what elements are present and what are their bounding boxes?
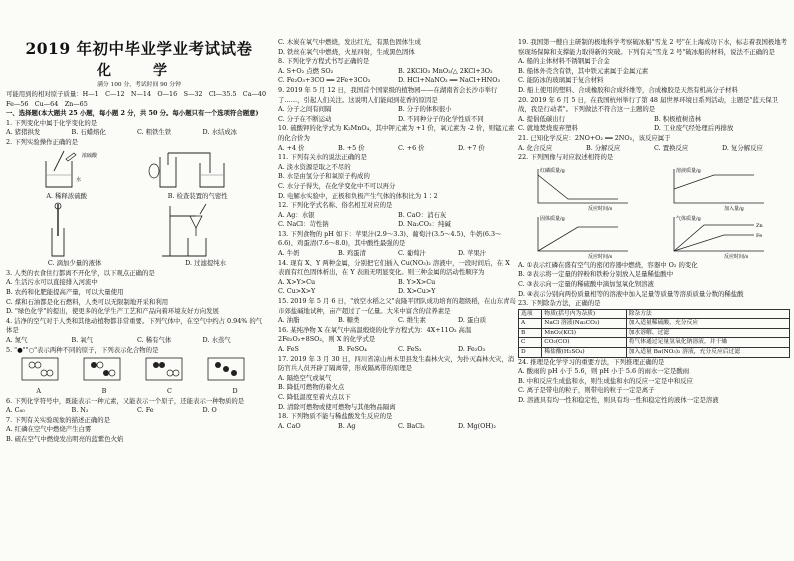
section-1-heading: 一、选择题(本大题共 25 小题，每小题 2 分，共 50 分。每小题只有一个选项符合题意) — [6, 109, 259, 118]
question-2-captions-top — [6, 192, 268, 202]
exam-subject: 化 学 — [97, 63, 181, 79]
fe-label: Fe — [756, 232, 763, 239]
option: A. 油脂 — [278, 316, 300, 325]
option: B. 分解反应 — [586, 143, 621, 152]
question-23: 23. 下列除杂方法，正确的是 — [518, 299, 601, 308]
graph-2-ylabel: 溶液质量/g — [676, 167, 701, 174]
option: B. 积极植树造林 — [654, 114, 702, 123]
question-11: 11. 下列有关水的说法正确的是 — [278, 153, 367, 162]
option: A. 提倡低碳出行 — [518, 114, 566, 123]
option: D. 蛋白质 — [458, 316, 487, 325]
question-24: 24. 推理是化学学习的重要方法，下列推理正确的是 — [518, 357, 665, 366]
option: A. 分子之间有间隔 — [278, 105, 332, 114]
option: A — [36, 387, 41, 396]
option: A. Ag：水银 — [278, 210, 315, 219]
option: D. Na₂CO₃：纯碱 — [398, 220, 451, 229]
option: D. 苹果汁 — [458, 249, 487, 258]
option: D. 水蒸气 — [202, 335, 231, 344]
question-20-options — [518, 115, 790, 134]
question-18: 18. 下列物质不能与稀盐酸发生反应的是 — [278, 412, 393, 421]
question-5-captions — [6, 387, 268, 397]
question-10: 10. 硫酸钾的化学式为 K₂MnO₄，其中钾元素为 +1 价，氧元素为 -2 价，则锰元素的化合价为 — [278, 124, 515, 142]
question-12-options — [278, 211, 518, 230]
option: D. Fe₂O₃ — [458, 345, 486, 353]
table-cell: C — [519, 338, 542, 348]
water-label: 水 — [76, 176, 82, 183]
exam-meta: 满分 100 分，考试时间 90 分钟 — [97, 82, 181, 88]
option: D. ④表示分别向两份质量相等的溶液中加入足量等质量等溶质质量分数的稀盐酸 — [518, 289, 744, 298]
option: A. 氮气 — [6, 335, 28, 344]
option: B. 氧气 — [71, 335, 94, 344]
option: B. ②表示将一定量的锌粉和铁粉分别放入足量稀盐酸中 — [518, 270, 674, 279]
option: D. "绿色化学"的提出，使更多的化学生产工艺和产品向着环境友好方向发展 — [6, 307, 219, 316]
option: D. Mg(OH)₂ — [458, 421, 496, 430]
question-9-options — [278, 105, 518, 124]
option: C — [166, 387, 172, 396]
question-1-options — [6, 128, 268, 138]
option: B. FeSO₄ — [338, 345, 367, 353]
option: B. Ag — [338, 421, 356, 430]
question-2-figures-top — [6, 149, 268, 191]
graph-2 — [654, 165, 784, 211]
option: D. 清除可燃物或使可燃物与其他物品隔离 — [278, 402, 396, 411]
option: B. 中和反应生成盐和水，则生成盐和水的反应一定是中和反应 — [518, 376, 693, 385]
table-cell: MnO₂(KCl) — [542, 328, 626, 338]
column-2 — [278, 38, 518, 431]
question-12: 12. 下列化学式名称、俗名相互对应的是 — [278, 201, 393, 210]
question-2: 2. 下列实验操作正确的是 — [6, 137, 79, 146]
option: A. C₆₀ — [6, 406, 25, 415]
table-cell: 将气体通过足量氢氧化钠溶液，并干燥 — [626, 338, 789, 348]
option: C. 能防冰的玻璃属于复合材料 — [518, 76, 604, 85]
option: D. 水结成冰 — [202, 128, 238, 137]
table-header-row — [519, 309, 790, 319]
atomic-masses: 可能用到的相对原子质量：H—1 C—12 N—14 O—16 S—32 Cl—35.5 Ca—40 Fe—56 Cu—64 Zn—65 — [6, 90, 273, 108]
option: C. BaCl₂ — [398, 421, 425, 430]
option: D. 船上使用的塑料、合成橡胶和合成纤维等，合成橡胶是天然有机高分子材料 — [518, 85, 738, 94]
question-17: 17. 2019 年 3 月 30 日，四川省凉山州木里县发生森林火灾，为扑灭森林火灾，消防官兵人员开辟了隔离带，形成隔离带的原理是 — [278, 354, 515, 373]
option: C. 稀有气体 — [137, 335, 172, 344]
option: A. +4 价 — [278, 143, 305, 152]
option: D. HCl+NaNO₃ ══ NaCl+HNO₃ — [398, 76, 501, 85]
option: C. ③表示向一定量的稀硫酸中滴加氢氧化钡溶液 — [518, 279, 654, 288]
option: C. 木炭在氧气中燃烧，发出红光，有黑色固体生成 — [278, 38, 421, 46]
option: B. 硫在空气中燃烧发出明亮的蓝紫色火焰 — [6, 435, 124, 444]
table-cell: 加入适量稀硫酸，充分反应 — [626, 319, 789, 329]
option: B. 降低可燃物的着火点 — [278, 383, 345, 392]
question-2-figures-bottom — [6, 202, 268, 258]
option: B. 石蜡熔化 — [71, 128, 106, 137]
option: D — [232, 387, 238, 396]
option: B. CaO：消石灰 — [398, 210, 447, 219]
table-cell: B — [519, 328, 542, 338]
question-22: 22. 下列图像与对应叙述相符的是 — [518, 153, 614, 162]
option: A. 船的主体材料不锈钢属于合金 — [518, 57, 610, 66]
option: C. 滴加少量的液体 — [47, 259, 102, 268]
option: C. Fe₂O₃+3CO ══ 2Fe+3CO₂ — [278, 76, 371, 85]
option: C. 降低温度至着火点以下 — [278, 392, 351, 401]
option: C. 水分子得失，在化学变化中不可以再分 — [278, 181, 396, 190]
table-cell: CO₂(CO) — [542, 338, 626, 348]
option: C. FeS₂ — [398, 345, 422, 353]
option: C. Cu>X>Y — [278, 287, 316, 296]
option: B. 农药和化肥能提高产量，可以大量使用 — [6, 287, 124, 296]
option: A. 牛奶 — [278, 249, 300, 258]
question-4-options — [6, 336, 268, 346]
purification-table — [518, 309, 790, 358]
question-4: 4. 洁净的空气对于人类和其他动植物都非常重要。下列气体中，在空气中约占 0.94% 的气体是 — [6, 316, 263, 335]
acid-label: 浓硫酸 — [82, 152, 98, 159]
graph-2-xlabel: 加入量/g — [724, 205, 744, 211]
dilution-figure — [24, 149, 104, 191]
table-cell: 稀盐酸(H₂SO₄) — [542, 348, 626, 358]
molecule-boxes — [12, 356, 262, 386]
graph-1-xlabel: 反应时间/s — [588, 205, 613, 211]
molecule-diagrams — [6, 356, 268, 386]
option: B. 检查装置的气密性 — [167, 191, 228, 200]
table-cell: 加水溶解、过滤 — [626, 328, 789, 338]
option: B. 分子的体积很小 — [398, 105, 452, 114]
table-cell: A — [519, 319, 542, 329]
option: C. Fe — [137, 406, 154, 415]
option: D. X>Cu>Y — [398, 287, 436, 296]
option: B. Y>X>Cu — [398, 277, 436, 286]
option: C. +6 价 — [398, 143, 425, 152]
graph-3-xlabel: 反应时间/s — [588, 253, 613, 259]
option: D. 溶液具有均一性和稳定性，则具有均一性和稳定性的液体一定是溶液 — [518, 396, 719, 405]
table-cell: NaCl 溶液(Na₂CO₃) — [542, 319, 626, 329]
option: B. 船体外壳含有铁，其中铁元素属于金属元素 — [518, 66, 649, 75]
option: B. 鸡蛋清 — [338, 249, 366, 258]
option: C. 葡萄汁 — [398, 249, 426, 258]
question-9: 9. 2019 年 5 月 12 日，我国首个国家级的植物园——在湖南省会长沙市举行了……，引起人们关注。这说明人们能闻到花香的原因是 — [278, 85, 498, 104]
table-row — [519, 338, 790, 348]
question-22-graphs — [518, 165, 790, 259]
option: B — [101, 387, 107, 396]
zn-label: Zn — [756, 222, 763, 229]
option: A. 猪猪拱发 — [6, 128, 41, 137]
question-8: 8. 下列化学方程式书写正确的是 — [278, 57, 370, 66]
table-header: 物质(括号内为杂质) — [542, 309, 626, 319]
column-1 — [6, 90, 273, 445]
graph-1 — [518, 165, 648, 211]
question-20: 20. 2019 年 6 月 5 日，在我国杭州举行了第 48 届世界环境日系列活动，主题是"蓝天保卫战，我是行动者"。下列做法不符合这一主题的是 — [518, 95, 778, 114]
graph-4 — [654, 213, 784, 259]
question-16: 16. 某纯净物 X 在氧气中高温煅烧的化学方程式为：4X+11O₂ 高温 2Fe₂O₃+8SO₂，则 X 的化学式是 — [278, 325, 472, 344]
table-cell: 加入适量 Ba(NO₃)₂ 溶液，充分反应后过滤 — [626, 348, 789, 358]
question-14: 14. 现有 X、Y 两种金属，分别把它们插入 Cu(NO₃)₂ 溶液中，一段时间后，在 X 表面有红色固体析出，在 Y 表面无明显变化。则三种金属的活动性顺序为 — [278, 258, 510, 277]
option: A. ①表示红磷在盛有空气的密闭容器中燃烧，容器中 O₂ 的变化 — [518, 260, 698, 269]
question-6-options — [6, 406, 268, 416]
question-6: 6. 下列化学符号中，既能表示一种元素，又能表示一个原子，还能表示一种物质的是 — [6, 396, 245, 405]
option: C. 维生素 — [398, 316, 426, 325]
option: C. 就地焚烧废弃塑料 — [518, 124, 578, 133]
table-cell: D — [519, 348, 542, 358]
option: D. 过滤提纯水 — [185, 259, 227, 268]
graph-4-ylabel: 气体质量/g — [676, 215, 701, 222]
option: D. 不同种分子的化学性质不同 — [398, 114, 484, 123]
table-row — [519, 348, 790, 358]
question-13: 13. 下列食物的 pH 如下：苹果汁(2.9～3.3)、葡萄汁(3.5～4.5)、牛奶(6.3～6.6)、鸡蛋清(7.6～8.0)，其中酸性最强的是 — [278, 229, 502, 248]
option: A. X>Y>Cu — [278, 277, 316, 286]
option: A. 红磷在空气中燃烧产生白雾 — [6, 425, 92, 434]
exam-title: 2019 年初中毕业学业考试试卷 — [25, 39, 253, 58]
dropper-figure — [24, 202, 104, 258]
option: C. 煤和石油都是化石燃料，人类可以无限制地开采和利用 — [6, 297, 169, 306]
question-2-captions-bottom — [6, 259, 268, 269]
option: A. 隔绝空气或氧气 — [278, 373, 332, 382]
question-7: 7. 下列有关实验现象的描述正确的是 — [6, 415, 110, 424]
option: C. 离子是带电的粒子，则带电的粒子一定是离子 — [518, 386, 655, 395]
graph-3-ylabel: 固体质量/g — [540, 215, 565, 222]
table-row — [519, 328, 790, 338]
question-18-options — [278, 422, 518, 432]
airtightness-figure — [140, 149, 250, 191]
question-10-options — [278, 144, 518, 154]
graph-3 — [518, 213, 648, 259]
option: B. N₂ — [71, 406, 89, 415]
option: C. 分子在不断运动 — [278, 114, 332, 123]
question-1: 1. 下列变化中属于化学变化的是 — [6, 118, 98, 127]
question-14-options — [278, 278, 518, 297]
question-3: 3. 人类的衣食住行都离不开化学，以下观点正确的是 — [6, 268, 155, 277]
graph-1-ylabel: 红磷质量/g — [540, 167, 565, 174]
option: A. CaO — [278, 421, 301, 430]
table-header: 选项 — [519, 309, 542, 319]
question-19: 19. 我国第一艘自主研制的极地科学考察破冰船"雪龙 2 号"在上海成功下水，标志着我国极地考察现场保障和支撑能力取得新的突破。下列有关"雪龙 2 号"破冰船的材料，说法不正确的是 — [518, 38, 788, 56]
option: C. 置换反应 — [654, 143, 689, 152]
option: D. 铁丝在氧气中燃烧，火星四射，生成黑色固体 — [278, 47, 415, 56]
option: B. 2KClO₃ MnO₂/△ 2KCl+3O₂ — [398, 66, 493, 75]
column-3 — [518, 38, 790, 406]
option: D. +7 价 — [458, 143, 485, 152]
graph-4-xlabel: 反应时间/s — [724, 253, 749, 259]
option: A. 稀释浓硫酸 — [46, 191, 87, 200]
question-5: 5. "●""○"表示两种不同的原子，下列表示化合物的是 — [6, 345, 159, 354]
option: A. FeS — [278, 345, 299, 353]
option: D. 电解水实验中，正极和负极产生气体的体积比为 1∶2 — [278, 191, 438, 200]
option: A. 淡水资源是取之不尽的 — [278, 162, 351, 171]
option: D. 复分解反应 — [722, 143, 763, 152]
question-13-options — [278, 249, 518, 259]
question-15-options — [278, 316, 518, 326]
option: D. O — [202, 406, 217, 415]
option: B. 水是由氢分子和氧原子构成的 — [278, 172, 370, 181]
filtration-figure — [140, 202, 250, 258]
question-16-options — [278, 345, 518, 355]
option: A. 酸雨的 pH 小于 5.6，则 pH 小于 5.6 的雨水一定是酸雨 — [518, 367, 690, 376]
option: A. 化合反应 — [518, 143, 553, 152]
option: A. 生活污水可以直接排入河流中 — [6, 278, 98, 287]
question-21-options — [518, 144, 790, 154]
option: C. 粗铁生铁 — [137, 128, 172, 137]
table-row — [519, 319, 790, 329]
table-header: 除杂方法 — [626, 309, 789, 319]
option: A. S+O₂ 点燃 SO₂ — [278, 66, 334, 75]
question-21: 21. 已知化学反应：2NO+O₂ ══ 2NO₂，该反应属于 — [518, 133, 671, 142]
question-15: 15. 2019 年 5 月 6 日，"放空水稻之父"袁隆平团队成功培育的超级稻，在山东青岛市郊盐碱地试种，亩产超过了一亿量。大米中富含的营养素是 — [278, 297, 516, 315]
option: C. NaCl：苛性钠 — [278, 220, 329, 229]
question-8-options — [278, 67, 518, 86]
option: D. 工业废气经处理后再排放 — [654, 124, 734, 133]
option: B. +5 价 — [338, 143, 365, 152]
option: B. 糖类 — [338, 316, 360, 325]
